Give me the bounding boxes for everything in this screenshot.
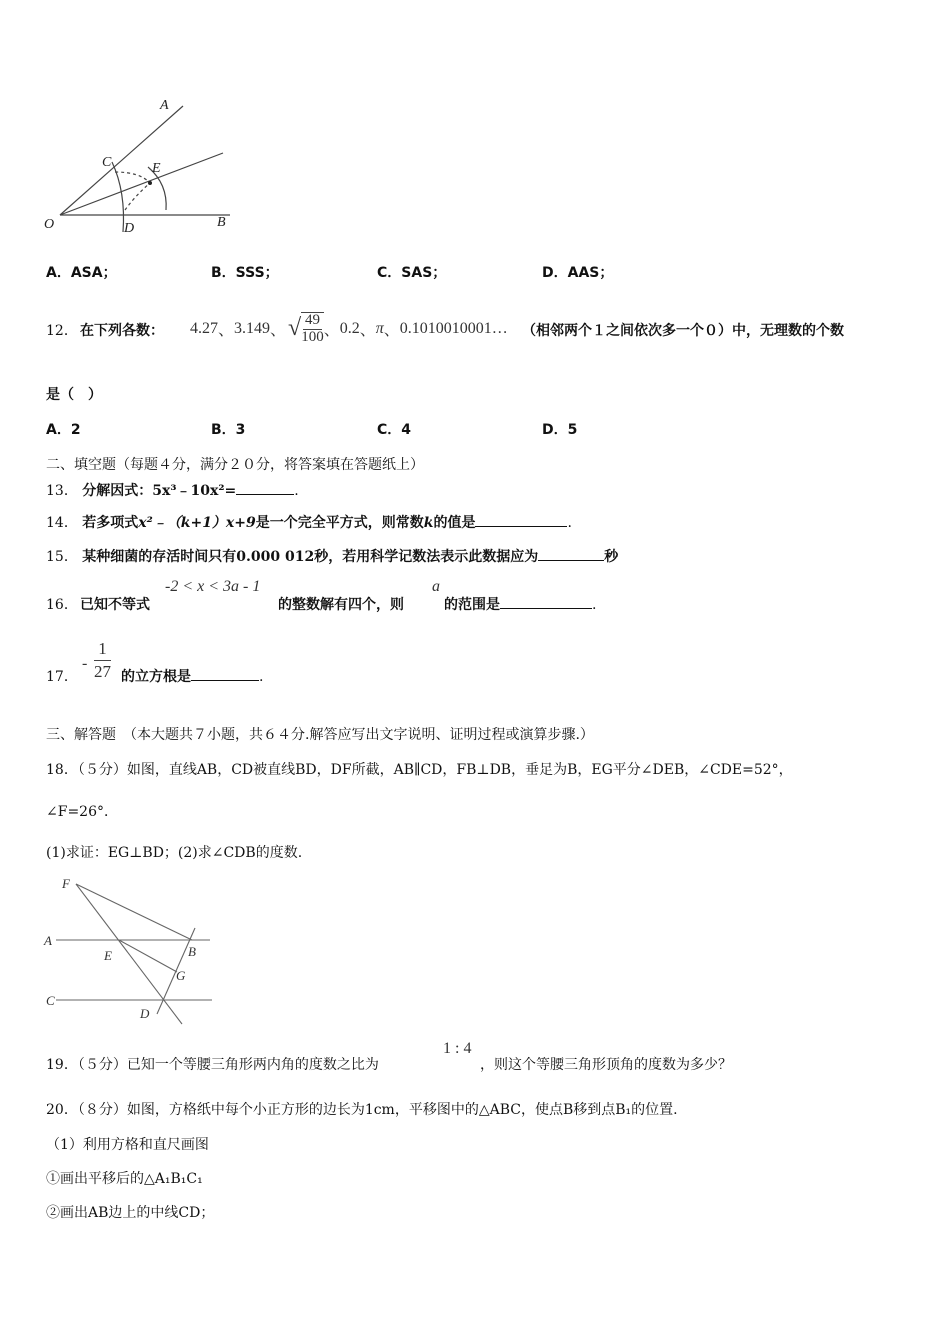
q17-answer-blank[interactable]	[191, 668, 259, 681]
q14-end: .	[567, 515, 572, 531]
dashed-ce	[115, 172, 150, 183]
label-c: C	[102, 155, 112, 170]
q16-tail	[444, 594, 596, 614]
q13-answer-blank[interactable]	[236, 482, 294, 495]
sqrt-icon: √	[288, 315, 302, 342]
label-g: G	[176, 968, 186, 983]
q16-end: .	[592, 597, 597, 613]
q14-pre: 若多项式	[82, 515, 139, 531]
label-d: D	[140, 1006, 150, 1021]
q20-sub1: （1）利用方格和直尺画图	[46, 1137, 209, 1153]
q12-number-list	[190, 312, 508, 346]
parallel-lines-figure	[42, 872, 217, 1027]
q12-sep3: 、	[323, 322, 340, 340]
q14-poly: x²﹣（k+1）x+9	[138, 515, 256, 531]
section-3-heading: 三、解答题 （本大题共７小题，共６４分.解答应写出文字说明、证明过程或演算步骤.）	[46, 727, 594, 743]
label-a: A	[160, 98, 169, 113]
q14-answer-blank[interactable]	[475, 514, 567, 527]
question-14	[46, 512, 572, 532]
q12-lead: 在下列各数：	[80, 323, 164, 339]
ray-oe	[60, 153, 223, 215]
q12-option-b[interactable]: B．3	[211, 422, 246, 438]
label-f: F	[62, 876, 70, 891]
line-eg	[119, 940, 177, 972]
q12-sqrt-num: 49	[304, 312, 320, 328]
q12-n3: 0.2	[339, 319, 360, 337]
q19-ratio: 1 : 4	[443, 1040, 472, 1057]
angle-bisector-figure	[40, 92, 245, 242]
q12-number: 12．	[46, 323, 78, 339]
q19-pre: 19．（５分）已知一个等腰三角形两内角的度数之比为	[46, 1057, 379, 1073]
q20-step2: ②画出AB边上的中线CD；	[46, 1205, 215, 1221]
line-fb	[76, 884, 192, 940]
q15-unit: 秒	[604, 549, 619, 565]
q11-option-c[interactable]: C．SAS；	[377, 265, 447, 281]
q11-option-a[interactable]: A．ASA；	[46, 265, 117, 281]
dashed-de	[125, 183, 150, 210]
q17-neg: -	[82, 655, 88, 672]
q12-pi: π	[375, 319, 384, 337]
q18-line3: (1)求证：EG⊥BD；(2)求∠CDB的度数.	[46, 845, 303, 861]
q13-text: 分解因式：5x³﹣10x²=	[82, 483, 237, 499]
q12-sep2: 、	[270, 322, 287, 340]
question-15	[46, 546, 618, 566]
q12-n1: 4.27	[190, 319, 218, 337]
q19-post: ，则这个等腰三角形顶角的度数为多少？	[480, 1057, 732, 1073]
q12-option-d[interactable]: D．5	[542, 422, 578, 438]
q12-sqrt-fraction	[301, 312, 324, 346]
q12-line2: 是（ ）	[46, 387, 102, 403]
label-b: B	[217, 215, 226, 230]
q13-number: 13．	[46, 483, 78, 499]
q17-end: .	[259, 669, 264, 685]
q12-tail: （相邻两个１之间依次多一个０）中，无理数的个数	[522, 323, 844, 339]
q15-number: 15．	[46, 549, 78, 565]
label-c: C	[46, 993, 55, 1008]
label-d: D	[124, 221, 135, 236]
q14-k: k	[423, 515, 434, 531]
q11-option-d[interactable]: D．AAS；	[542, 265, 614, 281]
q12-sep1: 、	[218, 322, 235, 340]
q18-line2: ∠F=26°．	[46, 804, 118, 820]
q13-end: .	[294, 483, 299, 499]
question-13	[46, 480, 299, 500]
q14-post: 的值是	[433, 515, 476, 531]
point-e	[148, 181, 152, 185]
q12-sep5: 、	[383, 322, 400, 340]
q16-post: 的范围是	[444, 597, 500, 613]
q17-fraction	[94, 640, 111, 681]
q17-frac-den: 27	[94, 661, 111, 681]
label-a: A	[44, 933, 52, 948]
q12-sep4: 、	[359, 322, 376, 340]
q15-answer-blank[interactable]	[538, 548, 604, 561]
q12-sqrt-den: 100	[301, 328, 324, 345]
q16-mid: 的整数解有四个，则	[278, 597, 404, 613]
label-b: B	[188, 944, 196, 959]
q15-pre: 某种细菌的存活时间只有	[82, 549, 237, 565]
q17-number: 17．	[46, 669, 78, 685]
q14-number: 14．	[46, 515, 78, 531]
q16-pre: 已知不等式	[80, 597, 150, 613]
line-fd	[76, 884, 182, 1024]
label-e: E	[104, 948, 112, 963]
q12-n2: 3.149	[234, 319, 271, 337]
label-o: O	[44, 217, 55, 232]
q15-post: 秒，若用科学记数法表示此数据应为	[314, 549, 539, 565]
section-2-heading: 二、填空题（每题４分，满分２０分，将答案填在答题纸上）	[46, 457, 424, 473]
q16-number: 16．	[46, 597, 78, 613]
q20-step1: ①画出平移后的△A₁B₁C₁	[46, 1171, 203, 1187]
q17-post: 的立方根是	[121, 669, 191, 685]
q11-option-b[interactable]: B．SSS；	[211, 265, 279, 281]
label-e: E	[152, 161, 161, 176]
q16-answer-blank[interactable]	[500, 596, 592, 609]
q20-line1: 20．（８分）如图，方格纸中每个小正方形的边长为1cm，平移图中的△ABC，使点B移到点B₁的位置.	[46, 1102, 678, 1118]
q17-frac-num: 1	[94, 640, 111, 661]
q12-option-c[interactable]: C．4	[377, 422, 412, 438]
q16-inequality: -2 < x < 3a - 1	[165, 578, 261, 595]
q12-option-a[interactable]: A．2	[46, 422, 81, 438]
q18-line1: 18．（５分）如图，直线AB，CD被直线BD，DF所截，AB∥CD，FB⊥DB，垂足为B，EG平分∠DEB，∠CDE=52°，	[46, 762, 793, 778]
q12-n4: 0.1010010001…	[399, 319, 508, 337]
q15-val: 0.000 012	[236, 549, 315, 565]
q16-a: a	[432, 578, 440, 595]
q17-tail	[121, 666, 263, 686]
q14-mid: 是一个完全平方式，则常数	[255, 515, 424, 531]
ray-oa	[60, 106, 183, 215]
